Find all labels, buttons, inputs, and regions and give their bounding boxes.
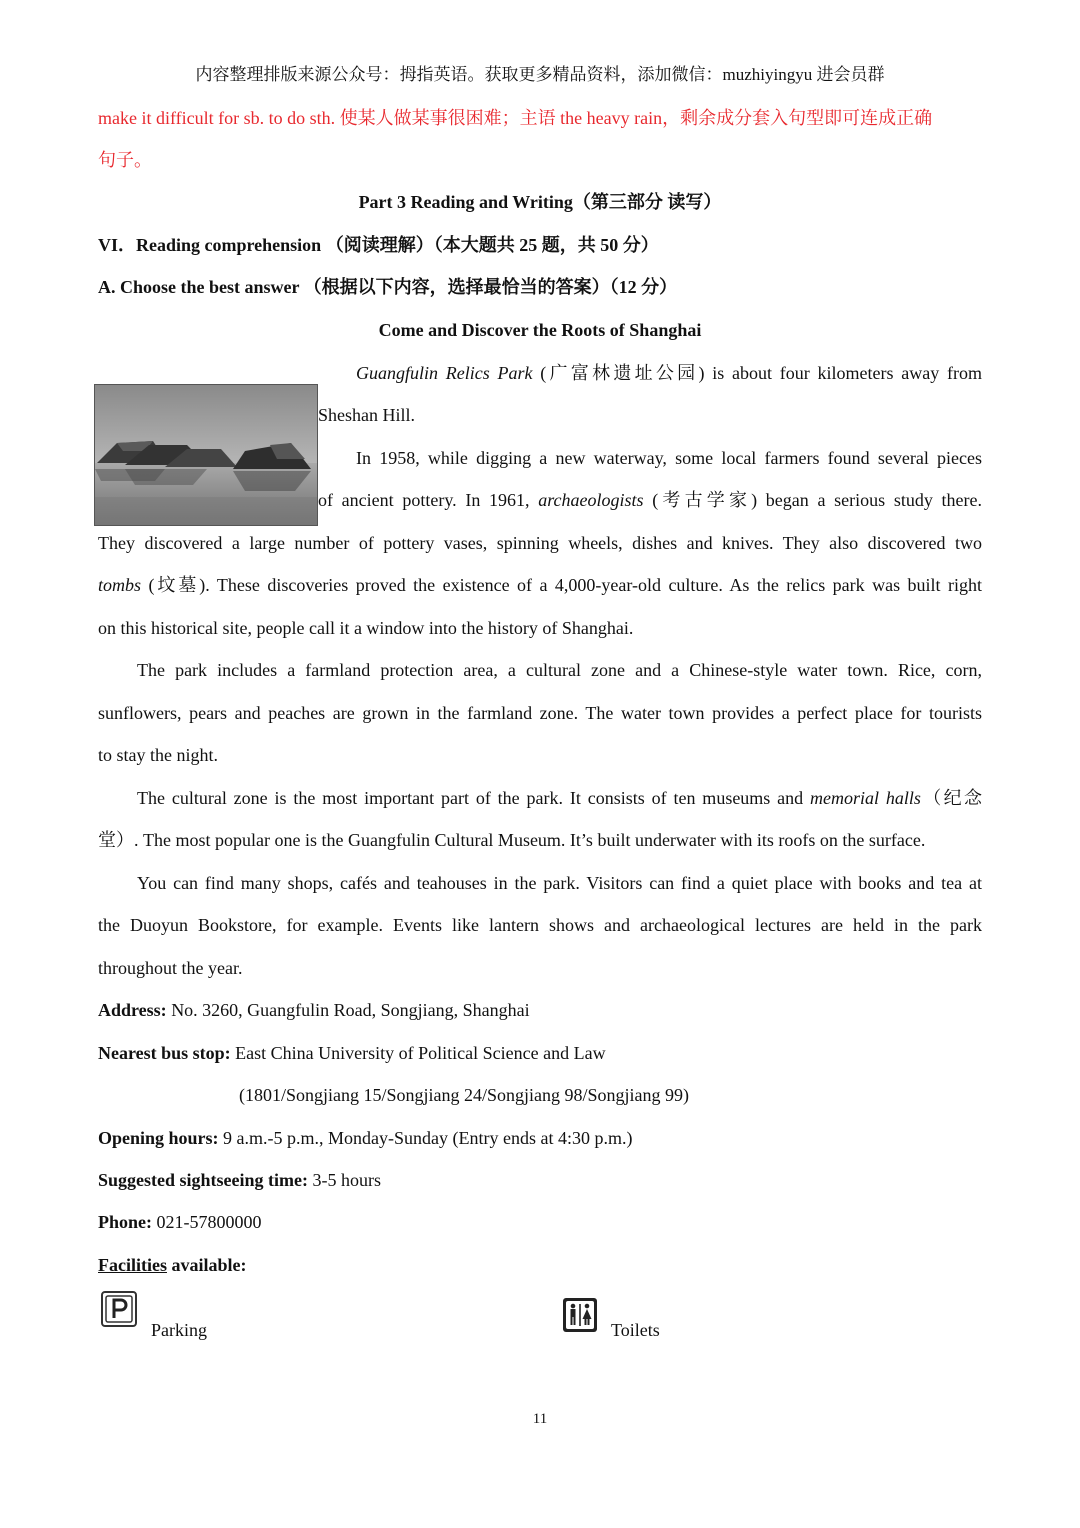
answer-note-line-2: 句子。 bbox=[98, 150, 152, 170]
info-address: Address: No. 3260, Guangfulin Road, Songjiang, Shanghai bbox=[98, 1000, 530, 1020]
info-bus-stop: Nearest bus stop: East China University of Political Science and Law bbox=[98, 1043, 606, 1063]
facility-label-parking: Parking bbox=[151, 1320, 207, 1340]
part-heading: Part 3 Reading and Writing（第三部分 读写） bbox=[358, 192, 722, 212]
article-paragraph-2-line-2: of ancient pottery. In 1961, archaeologists (考古学家) began a serious study there. bbox=[318, 490, 982, 510]
article-paragraph-2-line-3: They discovered a large number of pottery vases, spinning wheels, dishes and knives. They also discovered two bbox=[98, 533, 982, 553]
article-paragraph-5-line-3: throughout the year. bbox=[98, 958, 243, 978]
article-paragraph-5-line-1: You can find many shops, cafés and teahouses in the park. Visitors can find a quiet place with books and tea at bbox=[137, 873, 982, 893]
info-opening-hours: Opening hours: 9 a.m.-5 p.m., Monday-Sunday (Entry ends at 4:30 p.m.) bbox=[98, 1128, 633, 1148]
answer-note-line-1: make it difficult for sb. to do sth. 使某人做某事很困难；主语 the heavy rain，剩余成分套入句型即可连成正确 bbox=[98, 108, 933, 128]
info-bus-lines: (1801/Songjiang 15/Songjiang 24/Songjiang 98/Songjiang 99) bbox=[239, 1085, 689, 1105]
toilets-icon bbox=[562, 1297, 598, 1333]
article-paragraph-2-line-1: In 1958, while digging a new waterway, some local farmers found several pieces bbox=[356, 448, 982, 468]
article-paragraph-3-line-3: to stay the night. bbox=[98, 745, 218, 765]
facilities-heading: Facilities available: bbox=[98, 1255, 247, 1275]
page-header: 内容整理排版来源公众号：拇指英语。获取更多精品资料，添加微信：muzhiyingyu 进会员群 bbox=[195, 65, 885, 84]
info-sightseeing-time: Suggested sightseeing time: 3-5 hours bbox=[98, 1170, 381, 1190]
article-paragraph-4-line-1: The cultural zone is the most important part of the park. It consists of ten museums and memorial halls（纪念 bbox=[137, 788, 982, 808]
article-paragraph-1-line-1: Guangfulin Relics Park (广富林遗址公园) is about four kilometers away from bbox=[356, 363, 982, 383]
article-paragraph-4-line-2: 堂）. The most popular one is the Guangfulin Cultural Museum. It’s built underwater with its roofs on the surface. bbox=[98, 830, 926, 850]
article-paragraph-1-line-2: Sheshan Hill. bbox=[318, 405, 415, 425]
parking-icon bbox=[101, 1291, 137, 1327]
info-phone: Phone: 021-57800000 bbox=[98, 1212, 262, 1232]
section-heading-a: A. Choose the best answer （根据以下内容，选择最恰当的答案）（12 分） bbox=[98, 277, 678, 297]
article-paragraph-2-line-4: tombs (坟墓). These discoveries proved the existence of a 4,000-year-old culture. As the relics park was built right bbox=[98, 575, 982, 595]
museum-roofs-photo bbox=[94, 384, 318, 526]
page-number: 11 bbox=[532, 1411, 548, 1427]
article-title: Come and Discover the Roots of Shanghai bbox=[378, 320, 702, 340]
article-paragraph-3-line-1: The park includes a farmland protection area, a cultural zone and a Chinese-style water town. Rice, corn, bbox=[137, 660, 982, 680]
facility-label-toilets: Toilets bbox=[611, 1320, 660, 1340]
article-paragraph-5-line-2: the Duoyun Bookstore, for example. Events like lantern shows and archaeological lectures are held in the park bbox=[98, 915, 982, 935]
article-paragraph-3-line-2: sunflowers, pears and peaches are grown in the farmland zone. The water town provides a perfect place for tourists bbox=[98, 703, 982, 723]
article-paragraph-2-line-5: on this historical site, people call it a window into the history of Shanghai. bbox=[98, 618, 634, 638]
section-heading-vi: VI．Reading comprehension （阅读理解）（本大题共 25 题，共 50 分） bbox=[98, 235, 659, 255]
